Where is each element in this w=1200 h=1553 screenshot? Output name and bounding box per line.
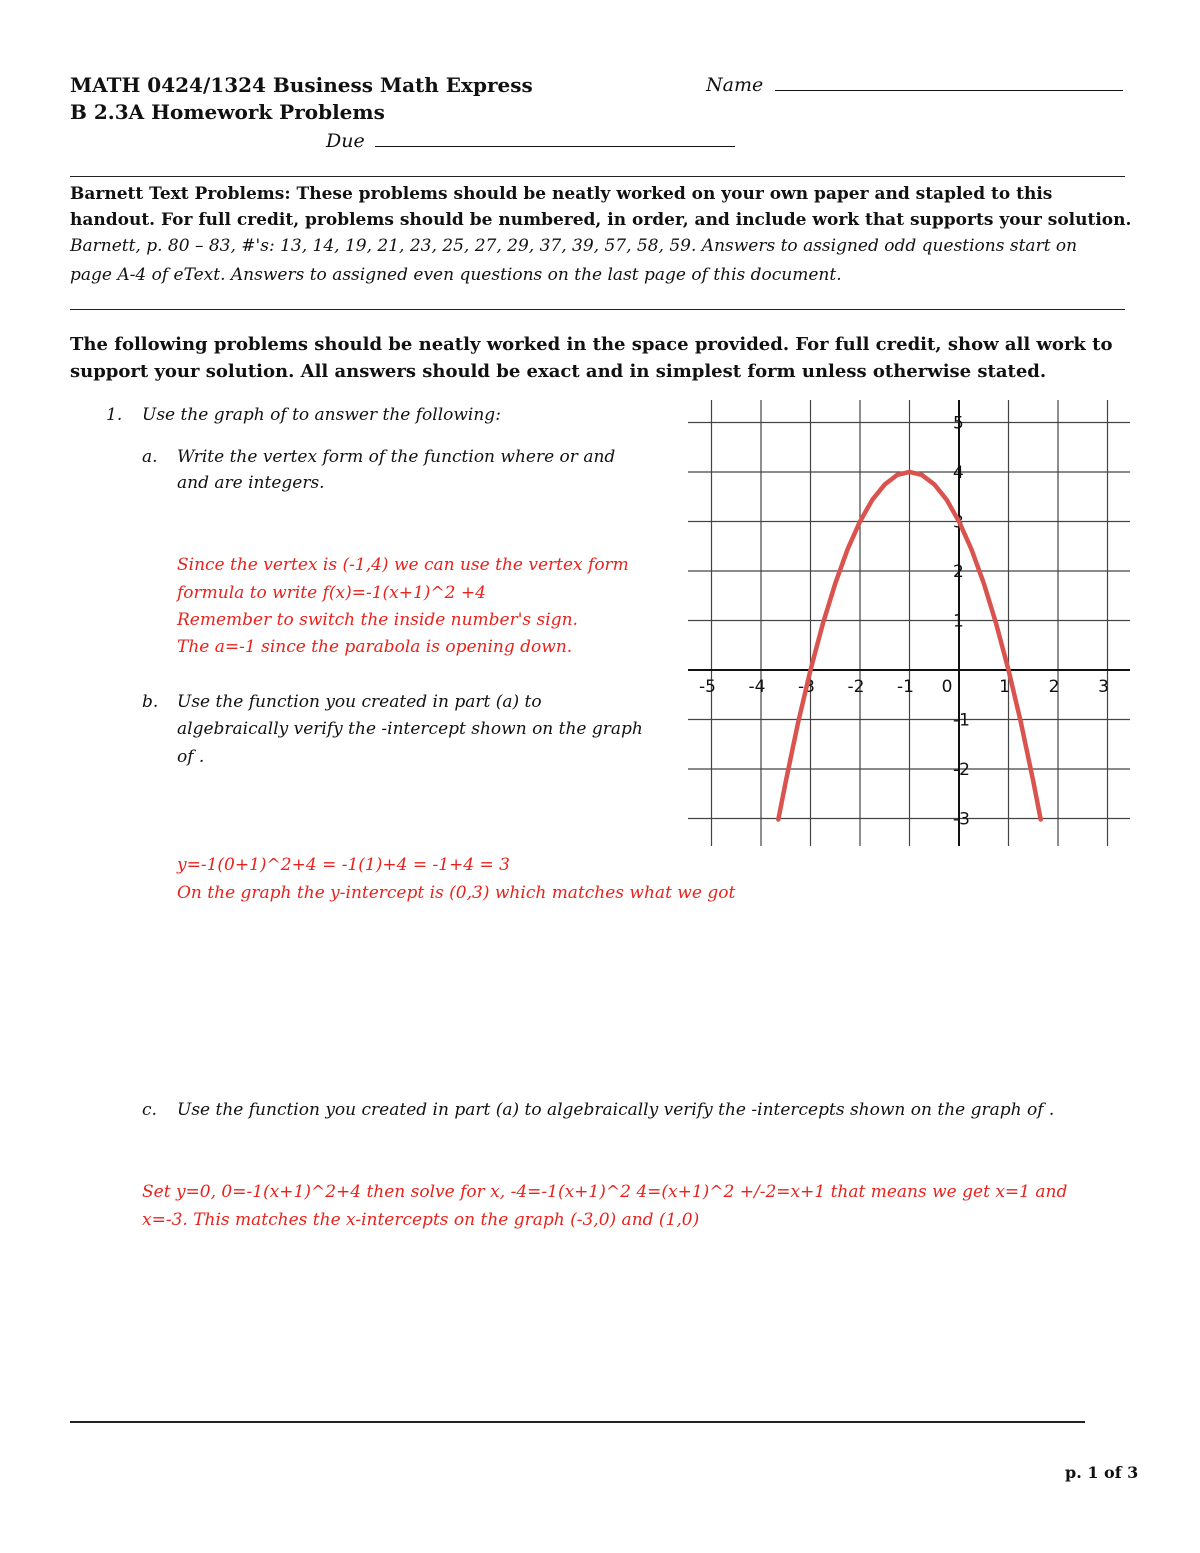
part-c-label: c. <box>142 1100 157 1120</box>
x-tick-label: 1 <box>999 677 1010 697</box>
x-tick-label: 2 <box>1048 677 1060 697</box>
part-a-label: a. <box>142 447 158 467</box>
part-b-line-3: of . <box>177 747 205 767</box>
part-c-answer-1: Set y=0, 0=-1(x+1)^2+4 then solve for x, -4=-1(x+1)^2 4=(x+1)^2 +/-2=x+1 that means we get x=1 and <box>142 1182 1068 1202</box>
part-a-answer-2: formula to write f(x)=-1(x+1)^2 +4 <box>177 583 486 603</box>
due-label: Due <box>326 130 365 152</box>
instructions-line-1: The following problems should be neatly worked in the space provided. For full credit, show all work to <box>70 334 1113 355</box>
barnett-line-2: handout. For full credit, problems should be numbered, in order, and include work that supports your solution. <box>70 210 1132 230</box>
part-a-line-1: Write the vertex form of the function where or and <box>177 447 616 467</box>
y-tick-label: 3 <box>953 512 964 533</box>
divider-top <box>70 176 1125 177</box>
x-tick-label: -4 <box>748 677 766 697</box>
y-tick-label: -3 <box>953 809 970 830</box>
problem-1-number: 1. <box>106 405 123 425</box>
problem-1-prompt: Use the graph of to answer the following: <box>142 405 501 425</box>
part-c-answer-2: x=-3. This matches the x-intercepts on the graph (-3,0) and (1,0) <box>142 1210 700 1230</box>
barnett-line-3: Barnett, p. 80 – 83, #'s: 13, 14, 19, 21, 23, 25, 27, 29, 37, 39, 57, 58, 59. Answers to assigned odd questions start on <box>70 236 1078 256</box>
part-a-answer-1: Since the vertex is (-1,4) we can use the vertex form <box>177 555 629 575</box>
x-tick-label: 0 <box>941 677 953 697</box>
y-tick-label: 5 <box>953 413 964 434</box>
part-a-line-2: and are integers. <box>177 473 325 493</box>
name-field[interactable] <box>706 72 1123 99</box>
course-title: MATH 0424/1324 Business Math Express <box>70 73 533 97</box>
y-tick-label: 2 <box>953 562 964 582</box>
footer-rule <box>70 1421 1085 1423</box>
instructions-line-2: support your solution. All answers should be exact and in simplest form unless otherwise stated. <box>70 361 1047 382</box>
y-tick-label: 4 <box>953 463 964 483</box>
part-a-answer-4: The a=-1 since the parabola is opening down. <box>177 637 573 657</box>
part-b-answer-1: y=-1(0+1)^2+4 = -1(1)+4 = -1+4 = 3 <box>177 855 510 875</box>
y-tick-label: 1 <box>953 611 964 632</box>
part-b-line-1: Use the function you created in part (a) to <box>177 692 542 712</box>
due-blank[interactable] <box>375 128 735 147</box>
name-label: Name <box>706 74 764 96</box>
part-a-answer-3: Remember to switch the inside number's sign. <box>177 610 578 630</box>
barnett-line-4: page A-4 of eText. Answers to assigned even questions on the last page of this document. <box>70 265 842 285</box>
grid-lines <box>688 400 1130 846</box>
part-b-answer-2: On the graph the y-intercept is (0,3) which matches what we got <box>177 883 736 903</box>
due-field[interactable] <box>326 128 735 155</box>
divider-mid <box>70 309 1125 310</box>
y-tick-label: -1 <box>953 710 970 731</box>
part-b-label: b. <box>142 692 159 712</box>
x-tick-label: -5 <box>699 677 716 697</box>
y-tick-label: -2 <box>953 760 970 780</box>
barnett-line-1: Barnett Text Problems: These problems should be neatly worked on your own paper and stapled to this <box>70 184 1053 204</box>
part-b-line-2: algebraically verify the -intercept shown on the graph <box>177 719 643 739</box>
part-c-line-1: Use the function you created in part (a) to algebraically verify the -intercepts shown on the graph of . <box>177 1100 1055 1120</box>
parabola-graph <box>682 398 1134 848</box>
name-blank[interactable] <box>775 72 1123 91</box>
x-tick-label: -3 <box>798 677 815 697</box>
assignment-title: B 2.3A Homework Problems <box>70 100 385 124</box>
page-number: p. 1 of 3 <box>1065 1463 1139 1482</box>
x-tick-label: -2 <box>847 677 865 697</box>
x-tick-label: -1 <box>897 677 914 697</box>
x-tick-label: 3 <box>1098 677 1109 697</box>
